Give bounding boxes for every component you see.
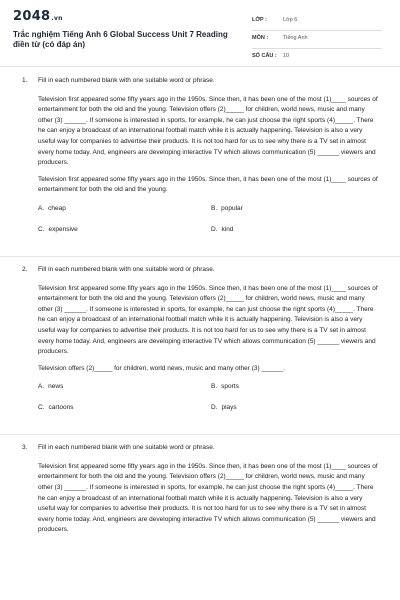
meta-label-subject: MÔN : [252, 35, 269, 41]
option-text: popular [221, 204, 243, 212]
question-3 [0, 443, 400, 536]
option-c[interactable] [38, 225, 78, 235]
meta-value-count: 10 [283, 53, 290, 59]
reading-passage [38, 462, 378, 536]
question-prompt [22, 443, 378, 454]
meta-label-count: SỐ CÂU : [252, 53, 277, 59]
header-divider [0, 66, 400, 67]
logo-text: 2048 [13, 9, 51, 24]
meta-row-class [252, 13, 382, 31]
option-d[interactable] [211, 225, 233, 235]
option-letter: C. [38, 404, 45, 412]
question-number: 1. [22, 77, 28, 84]
question-stem: Television first appeared some fifty years ago in the 1950s. Since then, it has been one of the most (1)____ sources of entertainment for both the old and the young. [38, 175, 378, 194]
question-prompt-text: Fill in each numbered blank with one suitable word or phrase. [38, 444, 215, 452]
option-text: cartoons [48, 404, 74, 412]
option-text: cheap [48, 204, 66, 212]
meta-value-class: Lớp 6 [283, 17, 298, 23]
question-prompt [22, 265, 378, 276]
question-1 [0, 76, 400, 256]
question-divider [0, 256, 400, 257]
option-letter: B. [211, 204, 218, 212]
meta-row-count [252, 49, 382, 67]
passage-text: Television first appeared some fifty years ago in the 1950s. Since then, it has been one of the most (1)____ sources of entertainment for both the old and the young. Television offers (2)_____ for children, world news, music and many other (3) ______. If someone is interested in sports, for example, he can just choose the right sports (4)_____. There he can enjoy a broadcast of an international football match while it is actually happening. Television is also a very useful way for companies to advertise their products. It is not too hard for us to see why there is a TV set in almost every home today. And, engineers are developing interactive TV which allows communication (5) ______ viewers and producers. [38, 462, 378, 534]
option-letter: D. [211, 404, 218, 412]
option-text: sports [221, 383, 239, 391]
question-number: 2. [22, 265, 28, 273]
answer-options [38, 382, 378, 434]
page-title: Trắc nghiệm Tiếng Anh 6 Global Success Unit 7 Reading điền từ (có đáp án) [13, 30, 228, 49]
meta-table [252, 13, 382, 67]
option-a[interactable] [38, 204, 66, 214]
option-b[interactable] [211, 382, 239, 392]
site-logo[interactable] [13, 9, 63, 24]
option-b[interactable] [211, 204, 243, 214]
question-divider [0, 434, 400, 435]
option-letter: D. [211, 225, 218, 233]
meta-label-class: LỚP : [252, 17, 267, 23]
option-d[interactable] [211, 403, 237, 413]
option-letter: A. [38, 204, 45, 212]
page-header [0, 0, 400, 66]
meta-row-subject [252, 31, 382, 49]
reading-passage [38, 95, 378, 196]
option-letter: C. [38, 225, 45, 233]
option-c[interactable] [38, 403, 73, 413]
question-stem: Television offers (2)_____ for children, world news, music and many other (3) ______. [38, 364, 286, 372]
passage-text: Television first appeared some fifty years ago in the 1950s. Since then, it has been one of the most (1)____ sources of entertainment for both the old and the young. Television offers (2)_____ for children, world news, music and many other (3) ______. If someone is interested in sports, for example, he can just choose the right sports (4)_____. There he can enjoy a broadcast of an international football match while it is actually happening. Television is also a very useful way for companies to advertise their products. It is not too hard for us to see why there is a TV set in almost every home today. And, engineers are developing interactive TV which allows communication (5) ______ viewers and producers. [38, 95, 378, 167]
question-list [0, 76, 400, 536]
question-number: 3. [22, 444, 28, 452]
question-prompt-text: Fill in each numbered blank with one suitable word or phrase. [38, 77, 215, 84]
answer-options [38, 204, 378, 256]
question-prompt [22, 76, 378, 87]
passage-text: Television first appeared some fifty years ago in the 1950s. Since then, it has been one of the most (1)____ sources of entertainment for both the old and the young. Television offers (2)_____ for children, world news, music and many other (3) ______. If someone is interested in sports, for example, he can just choose the right sports (4)_____. There he can enjoy a broadcast of an international football match while it is actually happening. Television is also a very useful way for companies to advertise their products. It is not too hard for us to see why there is a TV set in almost every home today. And, engineers are developing interactive TV which allows communication (5) ______ viewers and producers. [38, 284, 378, 356]
option-a[interactable] [38, 382, 63, 392]
option-letter: A. [38, 383, 45, 391]
question-prompt-text: Fill in each numbered blank with one suitable word or phrase. [38, 265, 215, 273]
logo-suffix: .vn [51, 15, 63, 22]
option-text: plays [221, 404, 237, 412]
option-letter: B. [211, 383, 218, 391]
meta-value-subject: Tiếng Anh [283, 35, 308, 41]
option-text: kind [221, 225, 234, 233]
reading-passage [38, 284, 378, 375]
option-text: expensive [48, 225, 78, 233]
option-text: news [48, 383, 64, 391]
question-2 [0, 265, 400, 434]
